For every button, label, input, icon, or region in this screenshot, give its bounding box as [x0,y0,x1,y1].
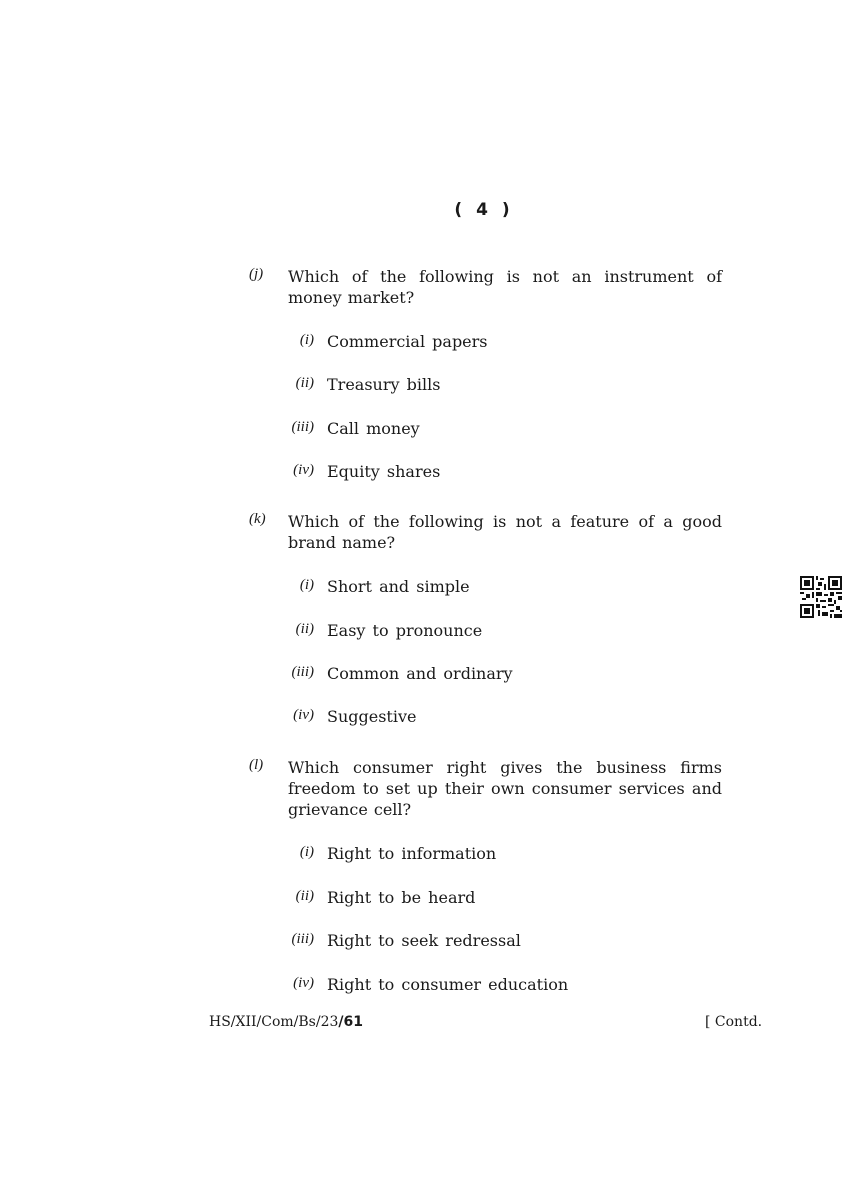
question-text: Which of the following is not a feature of a good brand name? [288,512,722,552]
option-label: (i) [299,332,314,348]
option-text: Right to seek redressal [327,931,521,950]
option-item [249,331,722,353]
question-text: Which consumer right gives the business firms freedom to set up their own consumer services and grievance cell? [288,758,722,819]
qr-code-icon [800,576,842,618]
option-item [249,887,722,909]
paper-code-prefix: HS/XII/Com/Bs/23 [209,1014,339,1030]
page-number: ( 4 ) [454,200,514,220]
option-label: (iv) [293,707,314,723]
continued-marker: [ Contd. [705,1014,763,1030]
option-label: (i) [299,577,314,593]
option-text: Suggestive [327,707,417,726]
question-j [249,266,722,308]
option-label: (iii) [291,664,314,680]
option-text: Treasury bills [327,375,441,394]
option-text: Common and ordinary [327,664,513,683]
option-item [249,974,722,996]
question-label: (l) [249,757,264,773]
option-item [249,706,722,728]
paper-code-suffix: /61 [338,1014,364,1030]
option-item [249,374,722,396]
option-label: (iv) [293,462,314,478]
question-text: Which of the following is not an instrument of money market? [288,267,722,307]
option-item [249,418,722,440]
option-label: (ii) [295,621,314,637]
option-item [249,576,722,598]
option-item [249,620,722,642]
option-label: (ii) [295,375,314,391]
option-label: (ii) [295,888,314,904]
option-text: Short and simple [327,577,470,596]
option-text: Commercial papers [327,332,488,351]
option-text: Easy to pronounce [327,621,483,640]
option-label: (iii) [291,931,314,947]
question-l [249,757,722,820]
option-label: (iii) [291,419,314,435]
option-text: Right to information [327,844,497,863]
question-label: (k) [249,511,266,527]
option-item [249,843,722,865]
option-item [249,663,722,685]
option-item [249,461,722,483]
paper-code [209,1014,363,1030]
option-text: Call money [327,419,420,438]
question-label: (j) [249,266,264,282]
option-text: Right to consumer education [327,975,569,994]
option-label: (iv) [293,975,314,991]
option-text: Equity shares [327,462,441,481]
option-text: Right to be heard [327,888,476,907]
option-item [249,930,722,952]
question-k [249,511,722,553]
option-label: (i) [299,844,314,860]
